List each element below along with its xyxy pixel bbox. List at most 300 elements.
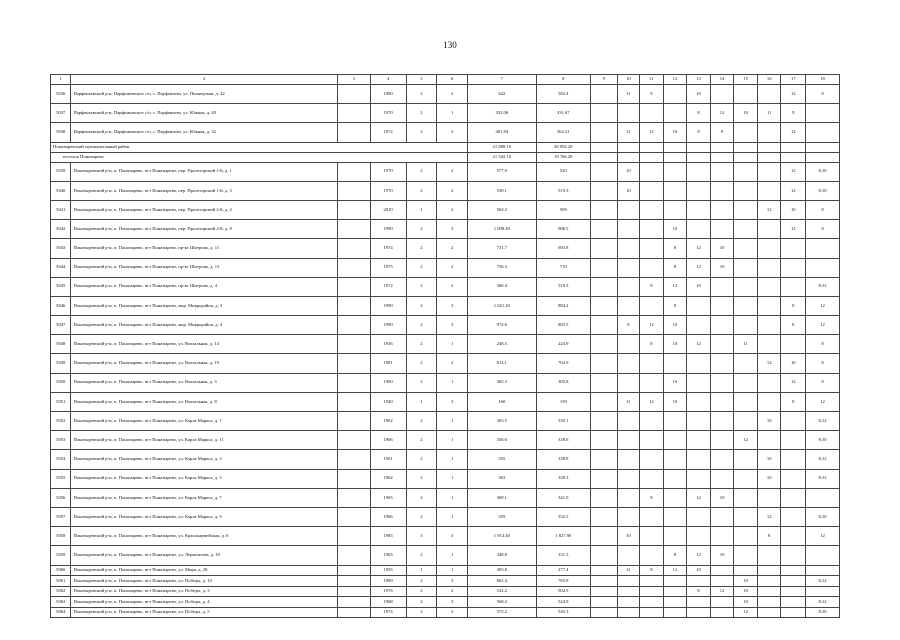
value-cell-c9 — [590, 412, 617, 431]
address-cell: Поназыревский р-н, п. Поназырево, пгт Поназырево, пер. Пролетарский 2-й, д. 8 — [71, 220, 337, 239]
value-cell-c6: 1 — [437, 546, 468, 565]
address-cell: Поназыревский р-н, п. Поназырево, пгт Поназырево, ул. Лермонтова, д. 10 — [71, 546, 337, 565]
address-cell: Поназыревский р-н, п. Поназырево, пгт Поназырево, ул. Вокзальная, д. 14 — [71, 335, 337, 354]
address-cell: Поназыревский р-н, п. Поназырево, пгт Поназырево, ул. Вокзальная, д. 19 — [71, 354, 337, 373]
value-cell-c5: 2 — [406, 296, 437, 315]
value-cell-c11 — [640, 296, 664, 315]
value-cell-c13: 12 — [687, 335, 711, 354]
value-cell-c13: 12 — [687, 488, 711, 507]
table-row — [51, 239, 840, 258]
value-cell-c18 — [806, 488, 840, 507]
year-cell: 1974 — [370, 607, 406, 618]
value-cell-c13 — [687, 412, 711, 431]
table-row — [51, 162, 840, 181]
value-cell-c7: 1 008.40 — [468, 220, 537, 239]
value-cell-c15: 10 — [734, 104, 758, 123]
table-row — [51, 123, 840, 142]
address-cell: Поназыревский р-н, п. Поназырево, пгт Поназырево, мкр. Микрорайон, д. 3 — [71, 296, 337, 315]
value-cell-c8: 765.8 — [536, 576, 590, 587]
table-row — [51, 431, 840, 450]
value-cell-c6: 1 — [437, 335, 468, 354]
value-cell-c6: 2 — [437, 586, 468, 597]
year-cell: 1985 — [370, 527, 406, 546]
value-cell-c16 — [757, 576, 781, 587]
value-cell-c8: 339.3 — [536, 469, 590, 488]
value-cell-c15 — [734, 277, 758, 296]
value-cell-c9 — [590, 597, 617, 608]
value-cell-c5: 2 — [406, 469, 437, 488]
value-cell-c16: 10 — [757, 450, 781, 469]
value-cell-c9 — [590, 335, 617, 354]
value-cell-c5: 2 — [406, 181, 437, 200]
value-cell-c6: 2 — [437, 354, 468, 373]
year-cell: 1972 — [370, 277, 406, 296]
value-cell-c6: 3 — [437, 296, 468, 315]
value-cell-c6: 1 — [437, 104, 468, 123]
value-cell-c6: 1 — [437, 373, 468, 392]
district-summary-row — [51, 142, 840, 152]
year-cell: 1968 — [370, 597, 406, 608]
value-cell-c9 — [590, 586, 617, 597]
value-cell-c12: 10 — [663, 335, 687, 354]
value-cell-c16 — [757, 431, 781, 450]
record-id: 5055 — [51, 469, 71, 488]
value-cell-c13: 10 — [687, 277, 711, 296]
record-id: 5058 — [51, 527, 71, 546]
value-cell-c10 — [617, 220, 640, 239]
value-cell-c15 — [734, 507, 758, 526]
empty-cell — [337, 392, 370, 411]
value-cell-c18: 8 — [806, 200, 840, 219]
value-cell-c16 — [757, 220, 781, 239]
year-cell: 1970 — [370, 162, 406, 181]
table-row — [51, 565, 840, 576]
value-cell-c13 — [687, 181, 711, 200]
value-cell-c15 — [734, 527, 758, 546]
value-cell-c17: 10 — [781, 200, 806, 219]
value-cell-c7: 539.1 — [468, 181, 537, 200]
value-cell-c17 — [781, 597, 806, 608]
value-cell-c9 — [590, 488, 617, 507]
column-number: 16 — [757, 75, 781, 85]
value-cell-c18: 8 — [806, 354, 840, 373]
value-cell-c8: 884.2 — [536, 296, 590, 315]
value-cell-c17 — [781, 258, 806, 277]
value-cell-c15: 11 — [734, 335, 758, 354]
empty-cell — [590, 142, 617, 152]
empty-cell — [337, 335, 370, 354]
value-cell-c18 — [806, 546, 840, 565]
table-row — [51, 373, 840, 392]
value-cell-c14: 10 — [710, 258, 734, 277]
value-cell-c14 — [710, 354, 734, 373]
value-cell-c6: 1 — [437, 450, 468, 469]
value-cell-c15 — [734, 123, 758, 142]
value-cell-c5: 2 — [406, 335, 437, 354]
address-cell: Поназыревский р-н, п. Поназырево, пгт Поназырево, пер. Пролетарский 1-й, д. 1 — [71, 162, 337, 181]
value-cell-c6: 2 — [437, 239, 468, 258]
empty-cell — [337, 277, 370, 296]
empty-cell — [337, 239, 370, 258]
column-number: 3 — [337, 75, 370, 85]
value-cell-c7: 359 — [468, 507, 537, 526]
value-cell-c13: 8 — [687, 104, 711, 123]
year-cell: 1960 — [370, 373, 406, 392]
value-cell-c6: 3 — [437, 316, 468, 335]
value-cell-c13 — [687, 576, 711, 587]
empty-cell — [337, 373, 370, 392]
value-cell-c16: 12 — [757, 507, 781, 526]
value-cell-c18: 8;10 — [806, 431, 840, 450]
value-cell-c11 — [640, 431, 664, 450]
empty-cell — [663, 142, 687, 152]
empty-cell — [337, 450, 370, 469]
value-cell-c18: 8;12 — [806, 597, 840, 608]
empty-cell — [590, 152, 617, 162]
value-cell-c8: 331.67 — [536, 104, 590, 123]
empty-cell — [337, 607, 370, 618]
value-cell-c14: 12 — [710, 104, 734, 123]
record-id: 5048 — [51, 335, 71, 354]
value-cell-c16 — [757, 277, 781, 296]
empty-cell — [781, 142, 806, 152]
value-cell-c11: 12 — [640, 392, 664, 411]
value-cell-c6: 2 — [437, 162, 468, 181]
value-cell-c11 — [640, 546, 664, 565]
value-cell-c6: 2 — [437, 258, 468, 277]
value-cell-c12: 10 — [663, 316, 687, 335]
value-cell-c8: 339.1 — [536, 412, 590, 431]
value-cell-c13: 12 — [687, 239, 711, 258]
record-id: 5050 — [51, 373, 71, 392]
value-cell-c16 — [757, 162, 781, 181]
value-cell-c17: 12 — [781, 123, 806, 142]
value-cell-c14 — [710, 450, 734, 469]
value-cell-c11 — [640, 181, 664, 200]
value-cell-c7: 363 — [468, 469, 537, 488]
value-cell-c12: 10 — [663, 220, 687, 239]
empty-cell — [337, 412, 370, 431]
empty-cell — [337, 258, 370, 277]
value-cell-c13 — [687, 607, 711, 618]
year-cell: 1990 — [370, 220, 406, 239]
value-cell-c5: 2 — [406, 597, 437, 608]
value-cell-c5: 2 — [406, 576, 437, 587]
value-cell-c9 — [590, 123, 617, 142]
column-number: 10 — [617, 75, 640, 85]
settlement-total-area: 21 542.10 — [468, 152, 537, 162]
empty-cell — [663, 152, 687, 162]
value-cell-c6: 2 — [437, 200, 468, 219]
empty-cell — [337, 220, 370, 239]
value-cell-c17: 8 — [781, 392, 806, 411]
value-cell-c17: 10 — [781, 354, 806, 373]
value-cell-c15 — [734, 239, 758, 258]
value-cell-c18: 8;12 — [806, 412, 840, 431]
value-cell-c5: 2 — [406, 123, 437, 142]
value-cell-c7: 369.1 — [468, 488, 537, 507]
value-cell-c16 — [757, 586, 781, 597]
value-cell-c15 — [734, 162, 758, 181]
value-cell-c16: 12 — [757, 200, 781, 219]
value-cell-c11: 9 — [640, 85, 664, 104]
address-cell: Поназыревский р-н, п. Поназырево, пгт Поназырево, ул. Победы, д. 3 — [71, 586, 337, 597]
value-cell-c8: 139 — [536, 392, 590, 411]
value-cell-c5: 2 — [406, 162, 437, 181]
value-cell-c12 — [663, 576, 687, 587]
column-number: 17 — [781, 75, 806, 85]
value-cell-c18: 8;10 — [806, 181, 840, 200]
value-cell-c14: 12 — [710, 586, 734, 597]
value-cell-c8: 1 827.90 — [536, 527, 590, 546]
value-cell-c6: 2 — [437, 85, 468, 104]
column-number: 6 — [437, 75, 468, 85]
year-cell: 1940 — [370, 392, 406, 411]
value-cell-c10 — [617, 507, 640, 526]
value-cell-c18: 8;12 — [806, 450, 840, 469]
value-cell-c18: 8;10 — [806, 162, 840, 181]
value-cell-c17 — [781, 607, 806, 618]
value-cell-c15: 10 — [734, 597, 758, 608]
value-cell-c6: 1 — [437, 488, 468, 507]
year-cell: 1972 — [370, 123, 406, 142]
value-cell-c16 — [757, 296, 781, 315]
year-cell: 1962 — [370, 412, 406, 431]
value-cell-c13: 12 — [687, 546, 711, 565]
housing-register-table — [50, 74, 840, 618]
record-id: 5061 — [51, 576, 71, 587]
year-cell: 1990 — [370, 316, 406, 335]
value-cell-c14 — [710, 597, 734, 608]
value-cell-c7: 566.4 — [468, 277, 537, 296]
year-cell: 1966 — [370, 431, 406, 450]
value-cell-c7: 1 914.40 — [468, 527, 537, 546]
value-cell-c6: 2 — [437, 277, 468, 296]
record-id: 5053 — [51, 431, 71, 450]
value-cell-c10 — [617, 277, 640, 296]
value-cell-c14 — [710, 412, 734, 431]
value-cell-c18: 8;12 — [806, 576, 840, 587]
value-cell-c16 — [757, 316, 781, 335]
table-row — [51, 507, 840, 526]
value-cell-c10 — [617, 200, 640, 219]
value-cell-c9 — [590, 85, 617, 104]
value-cell-c15 — [734, 220, 758, 239]
record-id: 5056 — [51, 488, 71, 507]
value-cell-c13: 10 — [687, 85, 711, 104]
value-cell-c16: 12 — [757, 354, 781, 373]
value-cell-c6: 2 — [437, 181, 468, 200]
year-cell: 1965 — [370, 546, 406, 565]
value-cell-c5: 2 — [406, 412, 437, 431]
empty-cell — [337, 565, 370, 576]
value-cell-c11 — [640, 412, 664, 431]
value-cell-c15 — [734, 469, 758, 488]
empty-cell — [337, 181, 370, 200]
value-cell-c12 — [663, 354, 687, 373]
value-cell-c17 — [781, 431, 806, 450]
value-cell-c6: 1 — [437, 431, 468, 450]
value-cell-c15 — [734, 565, 758, 576]
value-cell-c13 — [687, 597, 711, 608]
value-cell-c8: 338.8 — [536, 450, 590, 469]
value-cell-c17 — [781, 412, 806, 431]
value-cell-c18: 8 — [806, 220, 840, 239]
address-cell: Поназыревский р-н, п. Поназырево, пгт Поназырево, ул. Победы, д. 4 — [71, 597, 337, 608]
value-cell-c15 — [734, 316, 758, 335]
table-row — [51, 335, 840, 354]
value-cell-c10 — [617, 607, 640, 618]
address-cell: Поназыревский р-н, п. Поназырево, пгт Поназырево, мкр. Микрорайон, д. 4 — [71, 316, 337, 335]
district-living-area: 20 092.20 — [536, 142, 590, 152]
value-cell-c6: 2 — [437, 123, 468, 142]
value-cell-c7: 363.5 — [468, 412, 537, 431]
value-cell-c10: 11 — [617, 565, 640, 576]
record-id: 5039 — [51, 162, 71, 181]
value-cell-c8: 332.5 — [536, 507, 590, 526]
value-cell-c9 — [590, 373, 617, 392]
value-cell-c10 — [617, 412, 640, 431]
table-body — [51, 75, 840, 618]
value-cell-c8: 509 — [536, 200, 590, 219]
value-cell-c11 — [640, 104, 664, 123]
record-id: 5062 — [51, 586, 71, 597]
value-cell-c17: 9 — [781, 104, 806, 123]
value-cell-c18: 12 — [806, 316, 840, 335]
table-row — [51, 488, 840, 507]
empty-cell — [806, 142, 840, 152]
value-cell-c13: 8 — [687, 123, 711, 142]
value-cell-c18: 12 — [806, 527, 840, 546]
value-cell-c18: 8;12 — [806, 277, 840, 296]
value-cell-c16: 10 — [757, 469, 781, 488]
value-cell-c14 — [710, 431, 734, 450]
record-id: 5063 — [51, 597, 71, 608]
value-cell-c10 — [617, 354, 640, 373]
address-cell: Поназыревский р-н, п. Поназырево, пгт Поназырево, ул. Карла Маркса, д. 7 — [71, 488, 337, 507]
address-cell: Поназыревский р-н, п. Поназырево, пгт Поназырево, пр-кт Шитрова, д. 13 — [71, 258, 337, 277]
value-cell-c17 — [781, 488, 806, 507]
value-cell-c10 — [617, 258, 640, 277]
value-cell-c12 — [663, 607, 687, 618]
value-cell-c17 — [781, 586, 806, 597]
value-cell-c16 — [757, 597, 781, 608]
value-cell-c14 — [710, 373, 734, 392]
record-id: 5041 — [51, 200, 71, 219]
value-cell-c14: 9 — [710, 123, 734, 142]
column-number: 4 — [370, 75, 406, 85]
value-cell-c14 — [710, 85, 734, 104]
empty-cell — [337, 586, 370, 597]
value-cell-c5: 2 — [406, 450, 437, 469]
empty-cell — [757, 142, 781, 152]
column-number: 14 — [710, 75, 734, 85]
value-cell-c11 — [640, 576, 664, 587]
value-cell-c10 — [617, 450, 640, 469]
table-row — [51, 412, 840, 431]
value-cell-c14 — [710, 607, 734, 618]
value-cell-c11: 8 — [640, 277, 664, 296]
value-cell-c11: 12 — [640, 316, 664, 335]
table-row — [51, 546, 840, 565]
value-cell-c17 — [781, 239, 806, 258]
value-cell-c7: 355 — [468, 450, 537, 469]
empty-cell — [337, 527, 370, 546]
address-cell: Поназыревский р-н, п. Поназырево, пгт Поназырево, ул. Карла Маркса, д. 1 — [71, 412, 337, 431]
empty-cell — [687, 152, 711, 162]
table-row — [51, 607, 840, 618]
value-cell-c12: 10 — [663, 123, 687, 142]
value-cell-c14 — [710, 335, 734, 354]
value-cell-c5: 2 — [406, 431, 437, 450]
value-cell-c13 — [687, 354, 711, 373]
value-cell-c5: 3 — [406, 527, 437, 546]
value-cell-c10 — [617, 488, 640, 507]
value-cell-c14 — [710, 507, 734, 526]
value-cell-c11 — [640, 162, 664, 181]
year-cell: 1936 — [370, 335, 406, 354]
value-cell-c7: 575.2 — [468, 607, 537, 618]
value-cell-c8: 341.9 — [536, 488, 590, 507]
value-cell-c12 — [663, 527, 687, 546]
year-cell: 1976 — [370, 586, 406, 597]
value-cell-c13: 8 — [687, 586, 711, 597]
value-cell-c12 — [663, 162, 687, 181]
value-cell-c10 — [617, 239, 640, 258]
value-cell-c17 — [781, 335, 806, 354]
value-cell-c9 — [590, 200, 617, 219]
value-cell-c11 — [640, 586, 664, 597]
value-cell-c17 — [781, 546, 806, 565]
table-row — [51, 576, 840, 587]
record-id: 5059 — [51, 546, 71, 565]
empty-cell — [337, 576, 370, 587]
value-cell-c11 — [640, 373, 664, 392]
value-cell-c13: 12 — [687, 258, 711, 277]
value-cell-c15 — [734, 85, 758, 104]
table-row — [51, 200, 840, 219]
value-cell-c10: 10 — [617, 527, 640, 546]
value-cell-c10: 11 — [617, 392, 640, 411]
empty-cell — [734, 142, 758, 152]
value-cell-c8: 338.6 — [536, 431, 590, 450]
value-cell-c5: 1 — [406, 565, 437, 576]
year-cell: 1955 — [370, 565, 406, 576]
value-cell-c5: 2 — [406, 316, 437, 335]
value-cell-c14: 10 — [710, 239, 734, 258]
table-row — [51, 277, 840, 296]
value-cell-c10 — [617, 546, 640, 565]
table-row — [51, 85, 840, 104]
value-cell-c7: 401.84 — [468, 123, 537, 142]
value-cell-c16: 11 — [757, 104, 781, 123]
value-cell-c13 — [687, 200, 711, 219]
value-cell-c8: 906.5 — [536, 220, 590, 239]
value-cell-c13 — [687, 450, 711, 469]
value-cell-c8: 520 — [536, 162, 590, 181]
value-cell-c9 — [590, 162, 617, 181]
value-cell-c7: 532.2 — [468, 586, 537, 597]
value-cell-c5: 1 — [406, 392, 437, 411]
value-cell-c9 — [590, 450, 617, 469]
value-cell-c12 — [663, 412, 687, 431]
value-cell-c16: 8 — [757, 527, 781, 546]
value-cell-c14 — [710, 527, 734, 546]
address-cell: Поназыревский р-н, п. Поназырево, пгт Поназырево, ул. Вокзальная, д. 8 — [71, 392, 337, 411]
table-row — [51, 527, 840, 546]
value-cell-c15: 12 — [734, 431, 758, 450]
value-cell-c7: 814.1 — [468, 354, 537, 373]
